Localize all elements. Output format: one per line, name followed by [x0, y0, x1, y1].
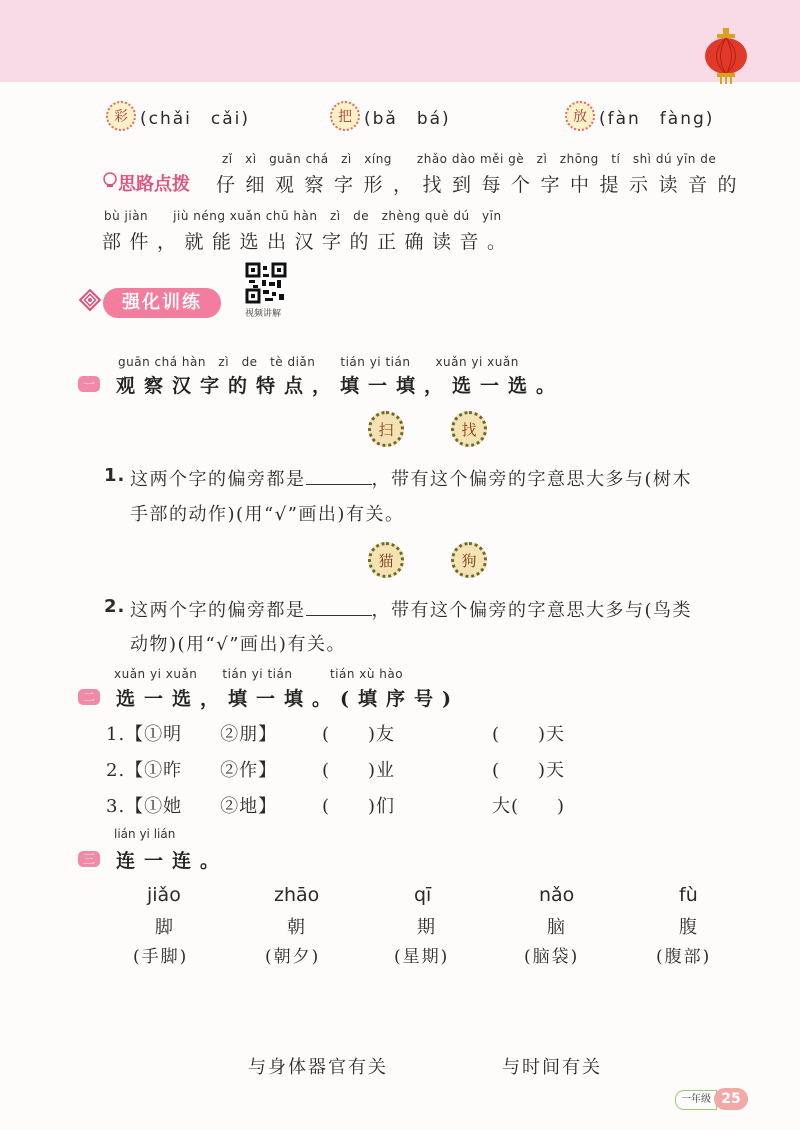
match-pinyin: jiǎo [147, 884, 181, 906]
match-target[interactable]: 与时间有关 [502, 1057, 602, 1078]
grade-label: 一年级 [675, 1090, 717, 1110]
question-text-cont: 动物)(用“√”画出)有关。 [130, 634, 346, 655]
section1-title: 观察汉字的特点，填一填，选一选。 [116, 375, 565, 397]
chinese-knot-icon [77, 287, 103, 313]
fill-blank[interactable]: ( )友 [322, 724, 396, 745]
section2-pinyin: xuǎn yi xuǎn tián yi tián tián xù hào [114, 667, 404, 681]
top-color-band [0, 0, 800, 82]
tip-text-line1: 仔细观察字形，找到每个字中提示读音的 [216, 174, 748, 196]
lightbulb-icon [102, 172, 118, 188]
match-char[interactable]: 脑 [547, 917, 565, 938]
match-pinyin: fù [679, 884, 698, 906]
char-badge: 扫 [368, 411, 404, 447]
match-word: (手脚) [133, 947, 189, 967]
match-pinyin: zhāo [274, 884, 320, 906]
fill-blank[interactable]: ( )天 [492, 724, 566, 745]
question-text [130, 596, 692, 622]
match-pinyin: qī [414, 884, 432, 906]
section3-title: 连一连。 [116, 850, 229, 872]
question-number: 2. [104, 596, 126, 617]
match-word: (星期) [394, 947, 450, 967]
section-number: 二 [78, 689, 100, 705]
char-badge: 猫 [368, 542, 404, 578]
qr-code-icon[interactable] [245, 262, 287, 304]
answer-blank[interactable] [306, 470, 372, 485]
choice-row-label: 2.【①昨 ②作】 [106, 760, 278, 781]
fill-blank[interactable]: ( )们 [322, 796, 396, 817]
section2-title: 选一选，填一填。(填序号) [116, 688, 460, 710]
section-banner: 强化训练 [103, 288, 221, 318]
answer-blank[interactable] [306, 601, 372, 616]
question-text [130, 465, 692, 491]
tip-text-line2: 部件，就能选出汉字的正确读音。 [102, 231, 515, 253]
choice-row-label: 3.【①她 ②地】 [106, 796, 278, 817]
pinyin-options: (fàn fàng) [599, 109, 715, 129]
match-word: (腹部) [656, 947, 712, 967]
tip-pinyin-line2: bù jiàn jiù néng xuǎn chū hàn zì de zhèng què dú yīn [104, 209, 502, 223]
match-word: (朝夕) [265, 947, 321, 967]
choice-row-label: 1.【①明 ②朋】 [106, 724, 278, 745]
char-badge: 找 [451, 411, 487, 447]
fill-blank[interactable]: ( )业 [322, 760, 396, 781]
match-char[interactable]: 朝 [287, 917, 305, 938]
qr-caption: 视频讲解 [245, 309, 282, 319]
pinyin-options: (chǎi cǎi) [140, 109, 251, 129]
fill-blank[interactable]: ( )天 [492, 760, 566, 781]
question-text-part: 这两个字的偏旁都是 [130, 469, 306, 490]
match-char[interactable]: 腹 [679, 917, 697, 938]
question-number: 1. [104, 465, 126, 486]
section1-pinyin: guān chá hàn zì de tè diǎn tián yi tián xuǎn yi xuǎn [118, 355, 519, 369]
char-badge: 狗 [451, 542, 487, 578]
match-pinyin: nǎo [539, 884, 575, 906]
tip-pinyin-line1: zǐ xì guān chá zì xíng zhǎo dào měi gè zì zhōng tí shì dú yīn de [222, 152, 717, 166]
char-badge: 把 [330, 101, 360, 131]
match-word: (脑袋) [524, 947, 580, 967]
lantern-icon [703, 28, 749, 84]
tip-label: 思路点拨 [118, 174, 190, 195]
question-text-part: ，带有这个偏旁的字意思大多与(鸟类 [371, 600, 693, 621]
question-text-part: 这两个字的偏旁都是 [130, 600, 306, 621]
char-badge: 放 [565, 101, 595, 131]
pinyin-options: (bǎ bá) [364, 109, 451, 129]
question-text-cont: 手部的动作)(用“√”画出)有关。 [130, 504, 405, 525]
match-char[interactable]: 脚 [155, 917, 173, 938]
match-target[interactable]: 与身体器官有关 [248, 1057, 388, 1078]
section-number: 一 [78, 376, 100, 392]
fill-blank[interactable]: 大( ) [492, 796, 566, 817]
section3-pinyin: lián yi lián [114, 827, 176, 841]
match-char[interactable]: 期 [417, 917, 435, 938]
char-badge: 彩 [106, 101, 136, 131]
page-number: 25 [714, 1088, 748, 1110]
question-text-part: ，带有这个偏旁的字意思大多与(树木 [371, 469, 693, 490]
section-number: 三 [78, 851, 100, 867]
